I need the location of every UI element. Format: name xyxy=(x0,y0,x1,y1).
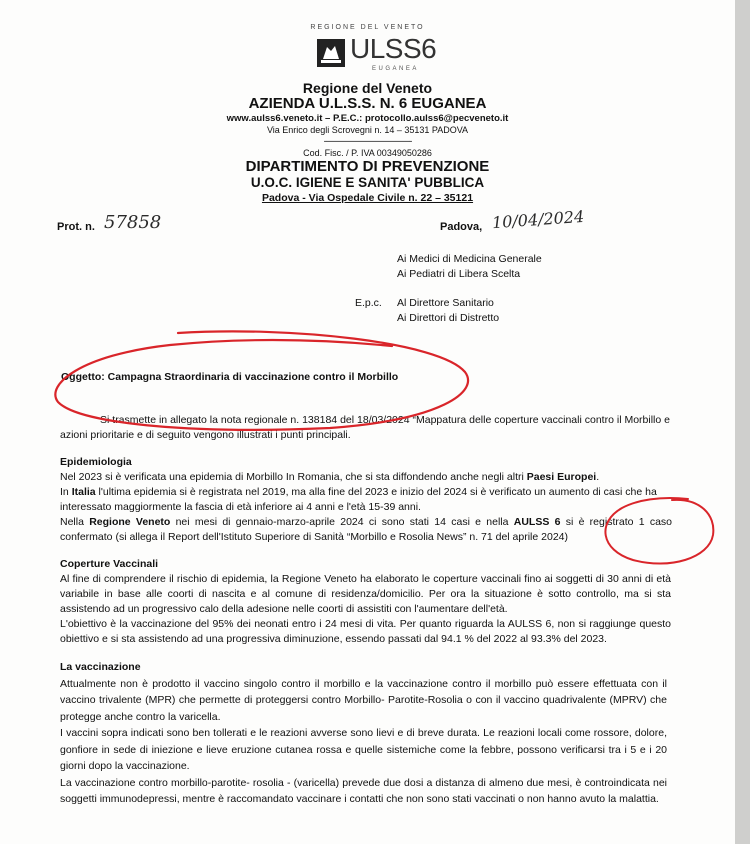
department-name: DIPARTIMENTO DI PREVENZIONE xyxy=(245,158,490,175)
vaccinazione-p1: Attualmente non è prodotto il vaccino singolo contro il morbillo e la vaccinazione contro il morbillo può essere effettuata con il vaccino trivalente (MPR) che permette di proteggersi contro Morbillo- Parotite-Rosolia o con il vaccino quadrivalente (MPRV) che protegge anche contro la varicella. xyxy=(60,677,667,723)
date-label: Padova, xyxy=(440,221,483,233)
case-circle-annotation xyxy=(605,498,713,564)
divider-line: -------------------------------------------- xyxy=(323,136,412,146)
coperture-title: Coperture Vaccinali xyxy=(60,558,159,570)
fiscal-code: Cod. Fisc. / P. IVA 00349050286 xyxy=(303,148,432,158)
date-handwritten: 10/04/2024 xyxy=(491,206,585,233)
subject-circle-annotation xyxy=(55,331,468,429)
vaccinazione-title: La vaccinazione xyxy=(60,661,141,673)
cc-recipient-2: Ai Direttori di Distretto xyxy=(397,312,500,324)
uoc-name: U.O.C. IGIENE E SANITA' PUBBLICA xyxy=(250,175,485,190)
cc-recipient-1: Al Direttore Sanitario xyxy=(397,297,494,309)
address-line: Via Enrico degli Scrovegni n. 14 – 35131 PADOVA xyxy=(266,125,469,135)
logo-text: ULSS6 xyxy=(350,33,437,64)
coperture-p2: L'obiettivo è la vaccinazione del 95% dei neonati entro i 24 mesi di vita. Per quanto riguarda la AULSS 6, non si raggiunge questo obiettivo e si sta assistendo ad una progressiva diminuzione, essendo passati dal 94.1 % del 2022 al 93.3% del 2023. xyxy=(60,618,671,645)
region-top-label: REGIONE DEL VENETO xyxy=(310,24,425,31)
department-address: Padova - Via Ospedale Civile n. 22 – 35121 xyxy=(261,192,474,204)
epc-label: E.p.c. xyxy=(355,297,382,309)
coperture-p1: Al fine di comprendere il rischio di epidemia, la Regione Veneto ha elaborato le coperture vaccinali fino ai soggetti di 30 anni di età variabile in base alle coorti di nascita e al comune di residenza/domicilio. Per ora la situazione è sotto controllo, ma si sta assistendo ad un progressivo calo della adesione nelle coorti di assistiti con l'aumentare dell'età. xyxy=(60,573,671,615)
intro-paragraph: Si trasmette in allegato la nota regionale n. 138184 del 18/03/2024 “Mappatura delle coperture vaccinali contro il Morbillo e azioni prioritarie e di seguito vengono illustrati i punti principali. xyxy=(60,414,670,441)
prot-label: Prot. n. xyxy=(57,221,95,233)
prot-number-handwritten: 57858 xyxy=(104,212,162,233)
contacts-line: www.aulss6.veneto.it – P.E.C.: protocollo.aulss6@pecveneto.it xyxy=(226,113,509,124)
recipient-1: Ai Medici di Medicina Generale xyxy=(397,253,542,265)
epidemiologia-p2: In Italia l'ultima epidemia si è registrata nel 2019, ma alla fine del 2023 e inizio del 2024 si è verificato un aumento di casi che ha interessato maggiormente la fascia di età inferiore ai 4 anni e l'età 15-39 anni. xyxy=(60,486,657,513)
epidemiologia-title: Epidemiologia xyxy=(60,456,132,468)
logo-subtext: EUGANEA xyxy=(372,66,419,72)
subject-line: Oggetto: Campagna Straordinaria di vaccinazione contro il Morbillo xyxy=(61,371,399,383)
vaccinazione-p2: I vaccini sopra indicati sono ben tollerati e le reazioni avverse sono lievi e di breve durata. Le reazioni locali come rossore, dolore, gonfiore in sede di iniezione e lieve eruzione cutanea rossa e quelle sistemiche come la febbre, possono verificarsi tra i 5 e i 20 giorni dopo la vaccinazione. xyxy=(60,727,667,772)
vaccinazione-p3: La vaccinazione contro morbillo-parotite- rosolia - (varicella) prevede due dosi a distanza di almeno due mesi, è controindicata nei soggetti immunodepressi, mentre è raccomandato vaccinare i contatti che non sono stati vaccinati o non hanno avuto la malattia. xyxy=(60,776,667,805)
azienda-name: AZIENDA U.L.S.S. N. 6 EUGANEA xyxy=(248,95,487,112)
epidemiologia-p1: Nel 2023 si è verificata una epidemia di Morbillo In Romania, che si sta diffondendo anche negli altri Paesi Europei. xyxy=(60,471,600,483)
recipient-2: Ai Pediatri di Libera Scelta xyxy=(397,268,521,280)
epidemiologia-p3: Nella Regione Veneto nei mesi di gennaio-marzo-aprile 2024 ci sono stati 14 casi e nella AULSS 6 si è registrato 1 caso confermato (si allega il Report dell'Istituto Superiore di Sanità “Morbillo e Rosolia News” n. 71 del aprile 2024) xyxy=(60,516,673,543)
region-name: Regione del Veneto xyxy=(302,80,433,96)
page-edge-shadow xyxy=(735,0,750,844)
